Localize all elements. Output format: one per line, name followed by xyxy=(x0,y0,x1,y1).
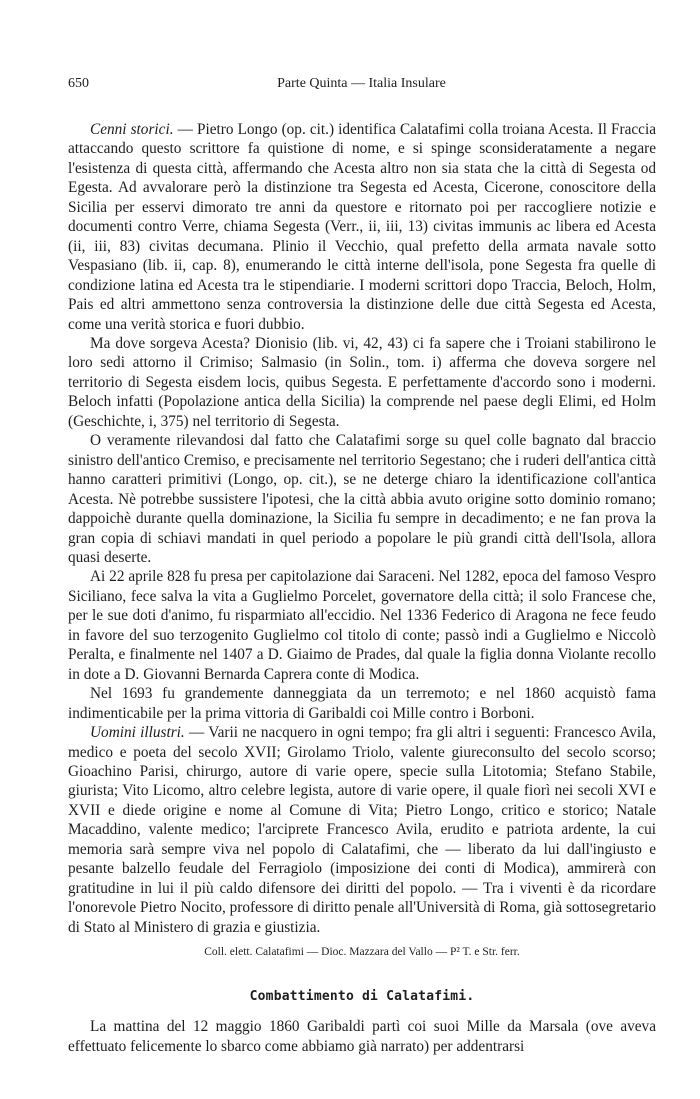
running-head xyxy=(68,76,655,98)
section-title: Combattimento di Calatafimi. xyxy=(249,989,475,1005)
paragraph-identification: O veramente rilevandosi dal fatto che Calatafimi sorge su quel colle bagnato dal braccio sinistro dell'antico Cremiso, e precisamente nel territorio Segestano; che i ruderi dell'antica città hanno caratteri primitivi (Longo, op. cit.), se ne deterge chiaro la identificazione coll'antica Acesta. Nè potrebbe sussistere l'ipotesi, che la città abbia avuto origine sotto dominio romano; dappoichè durante quella dominazione, la Sicilia fu sempre in decadimento; e ne fan prova la gran copia di schiavi mandati in quel periodo a popolare le più grandi città dell'Isola, allora quasi deserte. xyxy=(68,432,656,566)
electoral-note: Coll. elett. Calatafimi — Dioc. Mazzara del Vallo — P² T. e Str. ferr. xyxy=(204,946,520,959)
paragraph-history: Ai 22 aprile 828 fu presa per capitolazione dai Saraceni. Nel 1282, epoca del famoso Vespro Siciliano, fece salva la vita a Guglielmo Porcelet, governatore della città; il solo Francese che, per le sue doti d'animo, fu risparmiato all'eccidio. Nel 1336 Federico di Aragona ne fece feudo in favore del suo terzogenito Guglielmo col titolo di conte; passò indi a Guglielmo e Niccolò Peralta, e finalmente nel 1407 a D. Giaimo de Prades, dal quale la figlia donna Violante recollo in dote a D. Giovanni Bernarda Caprera conte di Modica. xyxy=(68,568,656,683)
paragraph-lead: Uomini illustri. xyxy=(90,724,185,742)
body-text xyxy=(68,120,656,1056)
paragraph-text: — Varii ne nacquero in ogni tempo; fra gli altri i seguenti: Francesco Avila, medico e poeta del secolo XVII; Girolamo Triolo, valente giureconsulto del secolo scorso; Gioachino Parisi, chirurgo, autore di varie opere, specie sulla Litotomia; Stefano Stabile, giurista; Vito Licomo, altro celebre legista, autore di varie opere, il quale fiorì nei secoli XVI e XVII e diede origine e nome al Comune di Vita; Pietro Longo, critico e storico; Natale Macaddino, valente medico; l'arciprete Francesco Avila, erudito e patriota ardente, la cui memoria sarà sempre viva nel popolo di Calatafimi, che — liberato da lui dall'ingiusto e pesante balzello feudale del Ferragiolo (imposizione dei conti di Modica), ammirerà con gratitudine in lui il più caldo difensore dei diritti del popolo. — Tra i viventi è da ricordare l'onorevole Pietro Nocito, professore di diritto penale all'Università di Roma, già sottosegretario di Stato al Ministero di grazia e giustizia. xyxy=(68,724,656,936)
paragraph-cenni-storici xyxy=(68,120,656,334)
paragraph-text: — Pietro Longo (op. cit.) identifica Calatafimi colla troiana Acesta. Il Fraccia attaccando questo scrittore fa quistione di nome, e si spinge sconsideratamente a negare l'esistenza di questa città, affermando che Acesta altro non sia stata che la città di Segesta od Egesta. Ad avvalorare però la distinzione tra Segesta ed Acesta, Cicerone, conoscitore della Sicilia per esservi dimorato tre anni da questore e ritornato poi per raccogliere notizie e documenti contro Verre, chiama Segesta (Verr., ii, iii, 13) civitas immunis ac libera ed Acesta (ii, iii, 83) civitas decumana. Plinio il Vecchio, qual prefetto della armata navale sotto Vespasiano (lib. ii, cap. 8), enumerando le città interne dell'isola, pone Segesta fra quelle di condizione latina ed Acesta tra le stipendiarie. I moderni scrittori dopo Traccia, Beloch, Holm, Pais ed altri ammettono senza controversia la distinzione delle due città Segesta ed Acesta, come una verità storica e fuori dubbio. xyxy=(68,121,656,333)
paragraph-acesta-location: Ma dove sorgeva Acesta? Dionisio (lib. vi, 42, 43) ci fa sapere che i Troiani stabilirono le loro sedi attorno il Crimiso; Salmasio (in Solin., tom. i) afferma che doveva sorgere nel territorio di Segesta eisdem locis, quibus Segesta. E perfettamente d'accordo sono i moderni. Beloch infatti (Popolazione antica della Sicilia) la comprende nel paese degli Elimi, ed Holm (Geschichte, i, 375) nel territorio di Segesta. xyxy=(68,334,656,430)
paragraph-uomini-illustri xyxy=(68,723,656,937)
running-head-title: Parte Quinta — Italia Insulare xyxy=(277,76,446,91)
paragraph-lead: Cenni storici. xyxy=(90,121,174,138)
page-number: 650 xyxy=(68,76,89,91)
paragraph-battle-opening: La mattina del 12 maggio 1860 Garibaldi partì coi suoi Mille da Marsala (ove aveva effettuato felicemente lo sbarco come abbiamo già narrato) per addentrarsi xyxy=(68,1018,656,1055)
paragraph-1693-1860: Nel 1693 fu grandemente danneggiata da un terremoto; e nel 1860 acquistò fama indimenticabile per la prima vittoria di Garibaldi coi Mille contro i Borboni. xyxy=(68,685,656,722)
